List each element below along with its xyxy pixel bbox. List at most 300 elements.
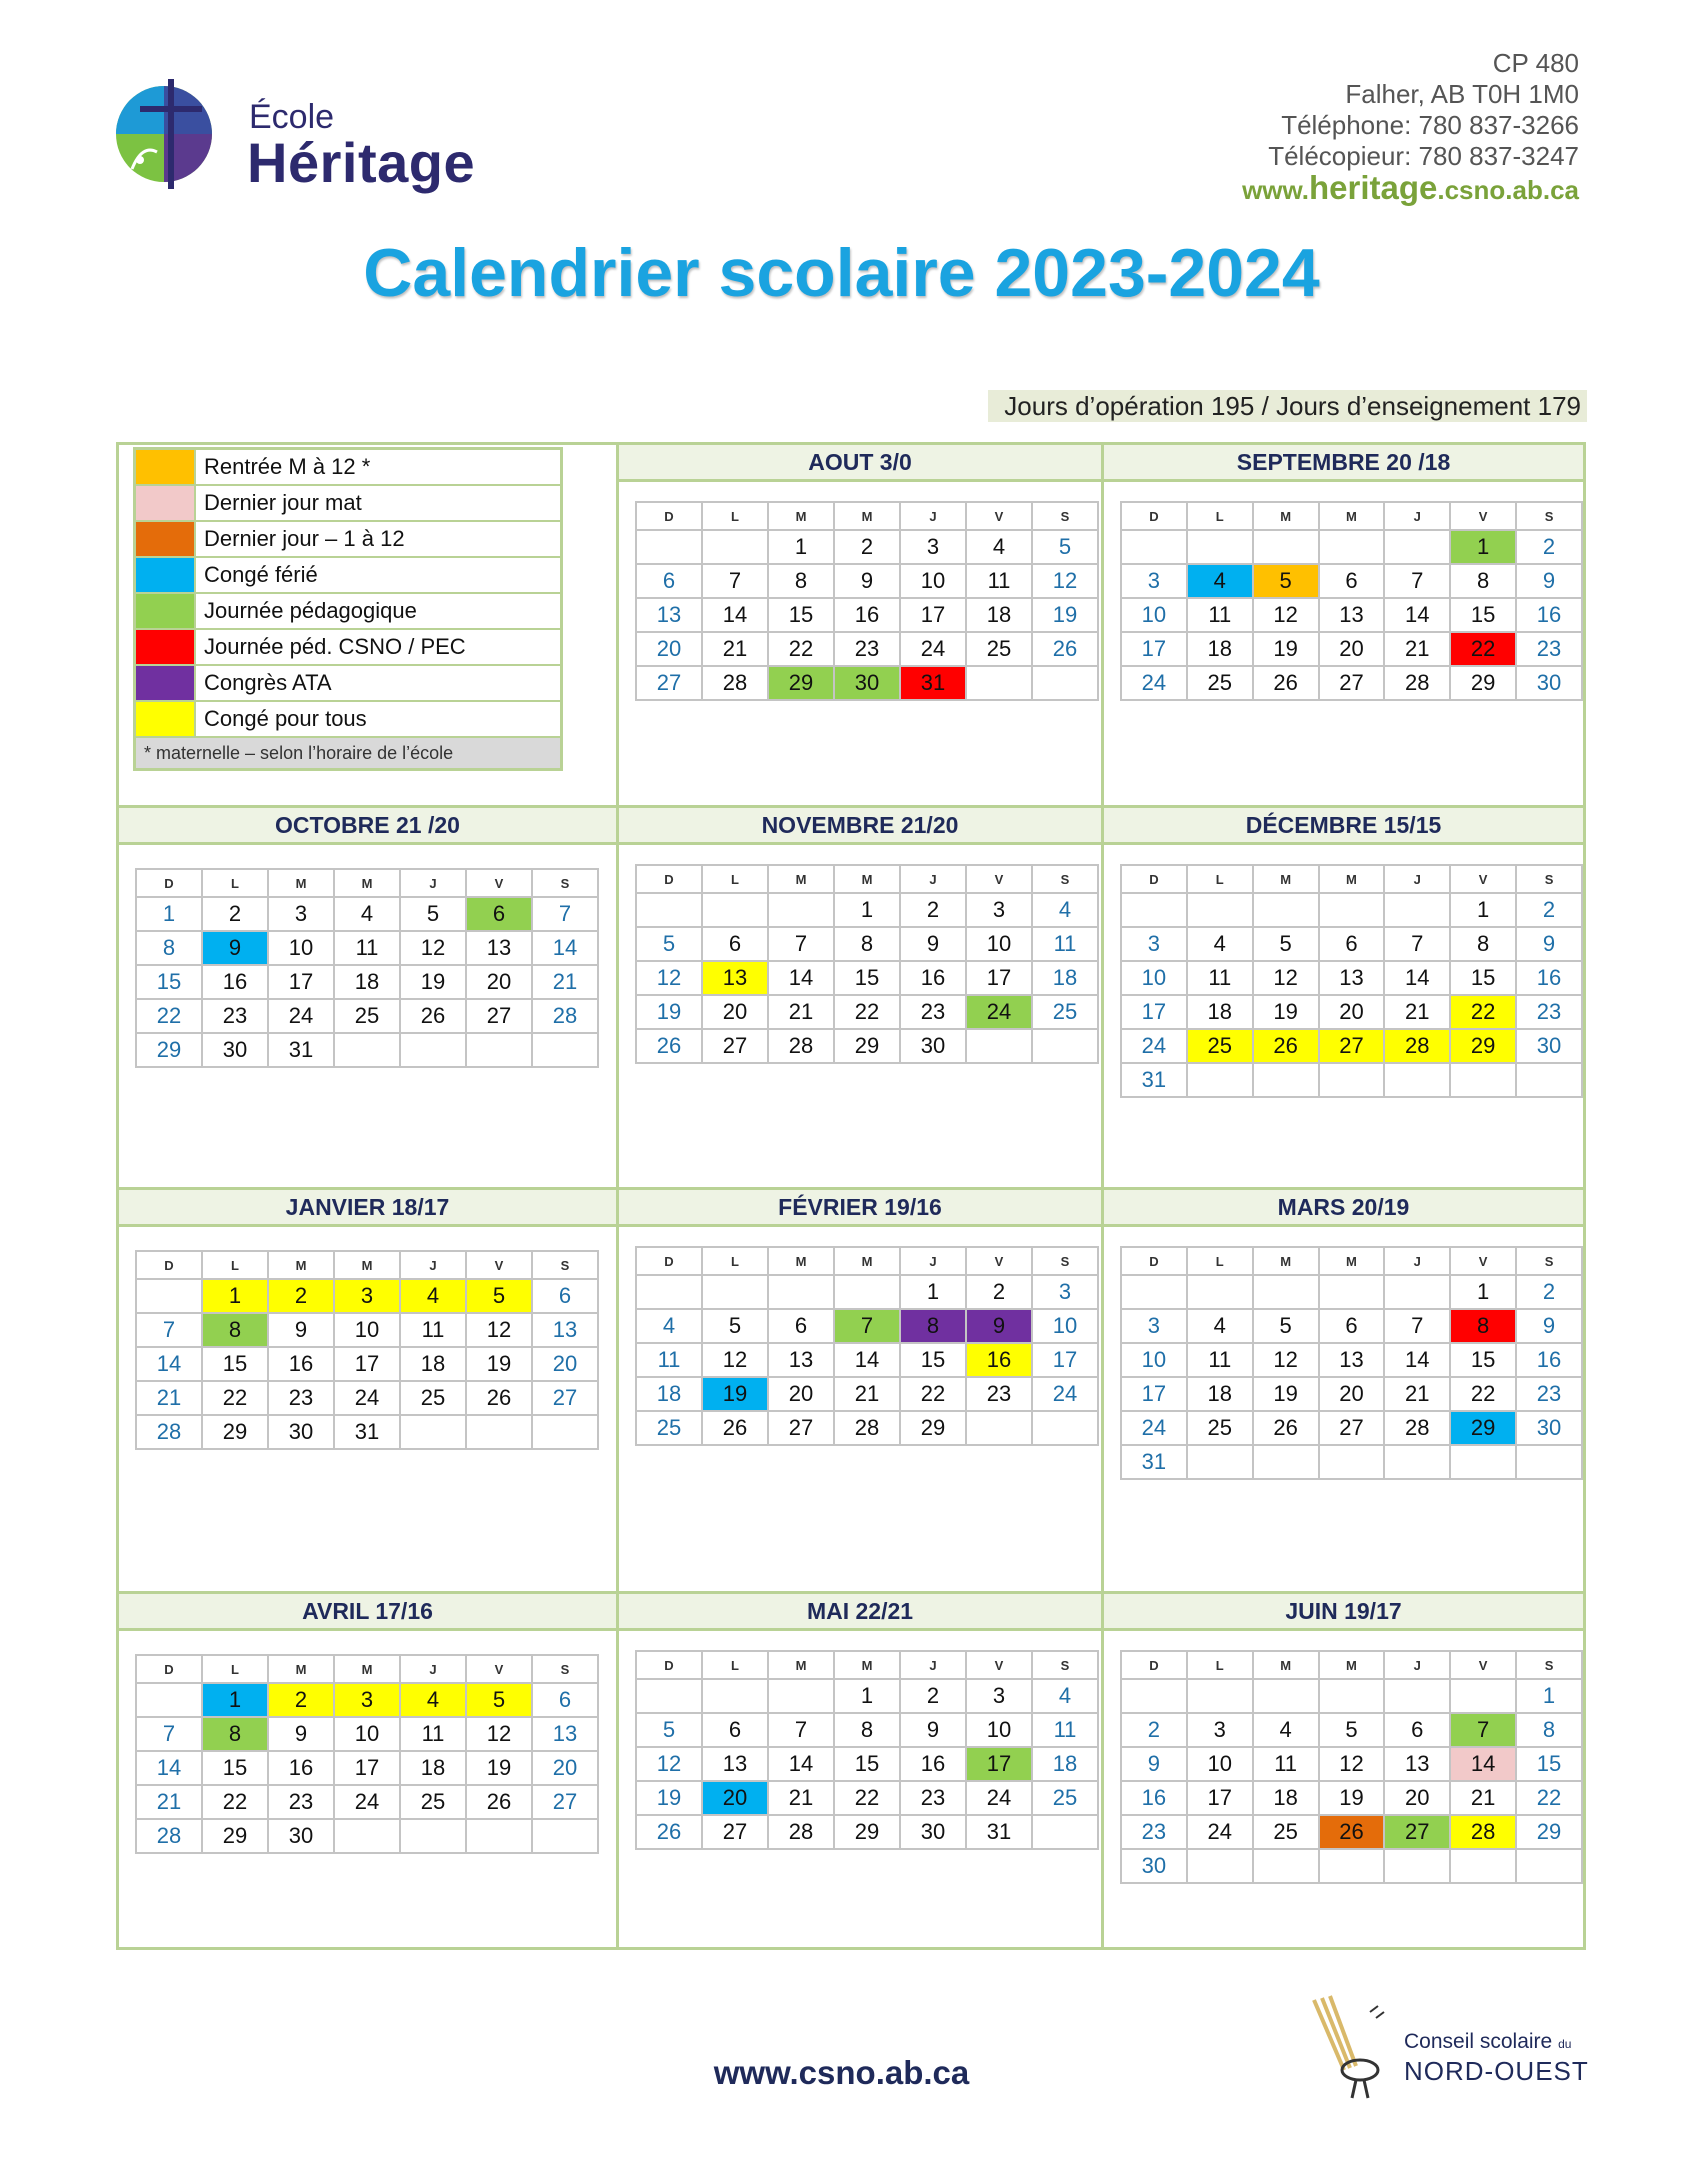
day-cell: 24 xyxy=(1032,1377,1098,1411)
empty-day-cell xyxy=(636,530,702,564)
day-cell: 23 xyxy=(834,632,900,666)
week-row xyxy=(136,1683,598,1717)
day-cell: 1 xyxy=(202,1279,268,1313)
legend-swatch xyxy=(135,521,196,557)
day-cell: 5 xyxy=(702,1309,768,1343)
day-cell: 31 xyxy=(1121,1063,1187,1097)
day-cell: 7 xyxy=(1384,564,1450,598)
week-row xyxy=(136,965,598,999)
empty-day-cell xyxy=(400,1033,466,1067)
week-row xyxy=(636,530,1098,564)
day-cell: 14 xyxy=(834,1343,900,1377)
day-cell: 12 xyxy=(1032,564,1098,598)
day-cell: 13 xyxy=(636,598,702,632)
day-cell: 15 xyxy=(1450,1343,1516,1377)
month-title: SEPTEMBRE 20 /18 xyxy=(1104,445,1583,482)
day-cell: 30 xyxy=(1516,666,1582,700)
day-cell: 19 xyxy=(1253,995,1319,1029)
day-cell: 10 xyxy=(268,931,334,965)
day-cell: 6 xyxy=(1384,1713,1450,1747)
day-cell: 17 xyxy=(334,1347,400,1381)
day-cell: 24 xyxy=(966,995,1032,1029)
board-name-line1: Conseil scolaire du xyxy=(1404,2030,1572,2053)
day-cell: 29 xyxy=(136,1033,202,1067)
address-line: Falher, AB T0H 1M0 xyxy=(1345,79,1579,109)
day-cell: 25 xyxy=(1187,1029,1253,1063)
day-cell: 7 xyxy=(768,1713,834,1747)
day-cell: 17 xyxy=(966,961,1032,995)
day-cell: 2 xyxy=(900,893,966,927)
weekday-header: J xyxy=(1384,1651,1450,1679)
day-cell: 17 xyxy=(1121,1377,1187,1411)
legend-row xyxy=(135,485,562,521)
day-cell: 6 xyxy=(1319,1309,1385,1343)
day-cell: 1 xyxy=(1450,893,1516,927)
day-cell: 22 xyxy=(1450,632,1516,666)
day-cell: 23 xyxy=(1516,632,1582,666)
day-cell: 5 xyxy=(636,1713,702,1747)
day-cell: 24 xyxy=(1121,1029,1187,1063)
day-cell: 13 xyxy=(702,1747,768,1781)
legend-row xyxy=(135,521,562,557)
weekday-header: L xyxy=(202,1655,268,1683)
week-row xyxy=(1121,1309,1582,1343)
day-cell: 1 xyxy=(834,893,900,927)
weekday-header: S xyxy=(1032,1247,1098,1275)
empty-day-cell xyxy=(1319,1679,1385,1713)
day-cell: 24 xyxy=(334,1381,400,1415)
day-cell: 8 xyxy=(768,564,834,598)
week-row xyxy=(636,1343,1098,1377)
day-cell: 7 xyxy=(768,927,834,961)
legend-label: Journée péd. CSNO / PEC xyxy=(195,629,562,665)
weekday-header: D xyxy=(1121,502,1187,530)
day-cell: 25 xyxy=(636,1411,702,1445)
weekday-header: M xyxy=(1253,1247,1319,1275)
weekday-header: M xyxy=(768,1651,834,1679)
empty-day-cell xyxy=(1121,1275,1187,1309)
day-cell: 26 xyxy=(1253,1411,1319,1445)
empty-day-cell xyxy=(1187,1445,1253,1479)
day-cell: 16 xyxy=(1121,1781,1187,1815)
weekday-header: L xyxy=(702,865,768,893)
week-row xyxy=(636,1679,1098,1713)
day-cell: 18 xyxy=(1187,1377,1253,1411)
day-cell: 20 xyxy=(1319,632,1385,666)
weekday-header: D xyxy=(136,1655,202,1683)
day-cell: 26 xyxy=(466,1785,532,1819)
empty-day-cell xyxy=(702,1679,768,1713)
legend-table xyxy=(133,447,563,771)
weekday-header: S xyxy=(1516,865,1582,893)
day-cell: 16 xyxy=(268,1751,334,1785)
day-cell: 9 xyxy=(268,1717,334,1751)
week-row xyxy=(1121,1781,1582,1815)
legend-swatch xyxy=(135,449,196,486)
day-cell: 4 xyxy=(400,1279,466,1313)
weekday-header: M xyxy=(834,1651,900,1679)
day-cell: 6 xyxy=(532,1279,598,1313)
week-row xyxy=(1121,1411,1582,1445)
week-row xyxy=(636,1411,1098,1445)
empty-day-cell xyxy=(1384,1679,1450,1713)
day-cell: 24 xyxy=(334,1785,400,1819)
week-row xyxy=(1121,1063,1582,1097)
day-cell: 12 xyxy=(636,961,702,995)
day-cell: 21 xyxy=(1384,995,1450,1029)
day-cell: 6 xyxy=(466,897,532,931)
day-cell: 20 xyxy=(1384,1781,1450,1815)
day-cell: 18 xyxy=(1253,1781,1319,1815)
empty-day-cell xyxy=(636,893,702,927)
empty-day-cell xyxy=(1032,666,1098,700)
day-cell: 27 xyxy=(702,1815,768,1849)
weekday-header: S xyxy=(532,1251,598,1279)
weekday-header: M xyxy=(1319,1651,1385,1679)
day-cell: 13 xyxy=(1384,1747,1450,1781)
day-cell: 16 xyxy=(966,1343,1032,1377)
day-cell: 21 xyxy=(834,1377,900,1411)
week-row xyxy=(136,1381,598,1415)
day-cell: 9 xyxy=(966,1309,1032,1343)
day-cell: 6 xyxy=(1319,927,1385,961)
day-cell: 22 xyxy=(834,1781,900,1815)
day-cell: 27 xyxy=(636,666,702,700)
day-cell: 22 xyxy=(1450,1377,1516,1411)
day-cell: 10 xyxy=(1121,598,1187,632)
week-row xyxy=(1121,1275,1582,1309)
day-cell: 5 xyxy=(1253,1309,1319,1343)
day-cell: 21 xyxy=(136,1381,202,1415)
day-cell: 21 xyxy=(1384,1377,1450,1411)
day-cell: 20 xyxy=(466,965,532,999)
day-cell: 19 xyxy=(1253,632,1319,666)
weekday-header: V xyxy=(466,1655,532,1683)
empty-day-cell xyxy=(1384,530,1450,564)
day-cell: 3 xyxy=(1187,1713,1253,1747)
day-cell: 26 xyxy=(400,999,466,1033)
day-cell: 25 xyxy=(1253,1815,1319,1849)
day-cell: 1 xyxy=(1450,530,1516,564)
day-cell: 15 xyxy=(1516,1747,1582,1781)
month-calendar-table xyxy=(135,868,599,1068)
day-cell: 5 xyxy=(1032,530,1098,564)
weekday-header: S xyxy=(1032,1651,1098,1679)
weekday-header: V xyxy=(966,502,1032,530)
day-cell: 5 xyxy=(400,897,466,931)
empty-day-cell xyxy=(532,1415,598,1449)
day-cell: 19 xyxy=(400,965,466,999)
weekday-header: L xyxy=(1187,1651,1253,1679)
weekday-header: L xyxy=(702,1247,768,1275)
day-cell: 9 xyxy=(1516,564,1582,598)
day-cell: 8 xyxy=(1450,1309,1516,1343)
day-cell: 16 xyxy=(900,1747,966,1781)
weekday-header: D xyxy=(1121,865,1187,893)
day-cell: 25 xyxy=(400,1785,466,1819)
school-logo-icon xyxy=(112,74,222,194)
day-cell: 14 xyxy=(768,961,834,995)
day-cell: 2 xyxy=(1516,530,1582,564)
week-row xyxy=(636,927,1098,961)
week-row xyxy=(136,1033,598,1067)
empty-day-cell xyxy=(768,1275,834,1309)
day-cell: 7 xyxy=(1384,1309,1450,1343)
day-cell: 4 xyxy=(1187,564,1253,598)
day-cell: 3 xyxy=(1121,927,1187,961)
day-cell: 6 xyxy=(768,1309,834,1343)
school-name-line2: Héritage xyxy=(247,131,476,194)
week-row xyxy=(136,931,598,965)
empty-day-cell xyxy=(400,1415,466,1449)
day-cell: 22 xyxy=(900,1377,966,1411)
day-cell: 31 xyxy=(966,1815,1032,1849)
weekday-header: L xyxy=(702,1651,768,1679)
week-row xyxy=(136,1785,598,1819)
day-cell: 19 xyxy=(1253,1377,1319,1411)
day-cell: 6 xyxy=(702,1713,768,1747)
day-cell: 3 xyxy=(900,530,966,564)
phone-line: Téléphone: 780 837-3266 xyxy=(1281,110,1579,140)
month-title: AVRIL 17/16 xyxy=(119,1594,616,1631)
weekday-header: L xyxy=(1187,865,1253,893)
empty-day-cell xyxy=(1187,1679,1253,1713)
address-line: CP 480 xyxy=(1492,48,1579,78)
weekday-header: V xyxy=(966,1651,1032,1679)
month-calendar-table xyxy=(635,501,1099,701)
day-cell: 16 xyxy=(1516,961,1582,995)
day-cell: 31 xyxy=(268,1033,334,1067)
legend-label: Dernier jour mat xyxy=(195,485,562,521)
day-cell: 3 xyxy=(966,893,1032,927)
day-cell: 30 xyxy=(900,1815,966,1849)
day-cell: 1 xyxy=(136,897,202,931)
empty-day-cell xyxy=(636,1679,702,1713)
day-cell: 25 xyxy=(1032,1781,1098,1815)
empty-day-cell xyxy=(1319,530,1385,564)
empty-day-cell xyxy=(1253,1275,1319,1309)
week-row xyxy=(636,598,1098,632)
week-row xyxy=(136,897,598,931)
day-cell: 4 xyxy=(1187,1309,1253,1343)
week-row xyxy=(136,1819,598,1853)
legend-label: Journée pédagogique xyxy=(195,593,562,629)
day-cell: 2 xyxy=(834,530,900,564)
week-row xyxy=(136,1415,598,1449)
day-cell: 24 xyxy=(1121,1411,1187,1445)
day-cell: 28 xyxy=(1384,666,1450,700)
weekday-header: M xyxy=(268,1655,334,1683)
weekday-header: L xyxy=(702,502,768,530)
day-cell: 29 xyxy=(202,1415,268,1449)
day-cell: 2 xyxy=(1516,1275,1582,1309)
day-cell: 29 xyxy=(1516,1815,1582,1849)
day-cell: 30 xyxy=(1516,1029,1582,1063)
weekday-header: L xyxy=(202,869,268,897)
day-cell: 20 xyxy=(636,632,702,666)
day-cell: 19 xyxy=(1319,1781,1385,1815)
footer-website-link[interactable]: www.csno.ab.ca xyxy=(713,2054,970,2091)
day-cell: 24 xyxy=(900,632,966,666)
empty-day-cell xyxy=(1253,1063,1319,1097)
day-cell: 15 xyxy=(834,1747,900,1781)
day-cell: 19 xyxy=(1032,598,1098,632)
empty-day-cell xyxy=(1384,1063,1450,1097)
day-cell: 18 xyxy=(636,1377,702,1411)
day-cell: 14 xyxy=(1450,1747,1516,1781)
day-cell: 10 xyxy=(1121,961,1187,995)
day-cell: 22 xyxy=(202,1785,268,1819)
empty-day-cell xyxy=(1319,893,1385,927)
day-cell: 23 xyxy=(1516,995,1582,1029)
day-cell: 28 xyxy=(1450,1815,1516,1849)
day-cell: 3 xyxy=(334,1279,400,1313)
day-cell: 24 xyxy=(966,1781,1032,1815)
day-cell: 28 xyxy=(768,1029,834,1063)
legend-cell xyxy=(119,445,616,805)
day-cell: 12 xyxy=(702,1343,768,1377)
empty-day-cell xyxy=(1253,1849,1319,1883)
day-cell: 25 xyxy=(1032,995,1098,1029)
day-cell: 15 xyxy=(834,961,900,995)
day-cell: 30 xyxy=(1121,1849,1187,1883)
empty-day-cell xyxy=(400,1819,466,1853)
weekday-header: M xyxy=(768,865,834,893)
empty-day-cell xyxy=(1253,1445,1319,1479)
day-cell: 4 xyxy=(1032,893,1098,927)
day-cell: 8 xyxy=(834,1713,900,1747)
day-cell: 13 xyxy=(1319,598,1385,632)
day-cell: 1 xyxy=(202,1683,268,1717)
week-row xyxy=(136,1279,598,1313)
week-row xyxy=(636,1275,1098,1309)
day-cell: 28 xyxy=(1384,1411,1450,1445)
day-cell: 20 xyxy=(532,1347,598,1381)
day-cell: 28 xyxy=(136,1415,202,1449)
day-cell: 8 xyxy=(834,927,900,961)
day-cell: 22 xyxy=(834,995,900,1029)
day-cell: 8 xyxy=(900,1309,966,1343)
day-cell: 11 xyxy=(1032,1713,1098,1747)
week-row xyxy=(1121,1747,1582,1781)
day-cell: 14 xyxy=(136,1347,202,1381)
month-cell xyxy=(619,445,1101,805)
week-row xyxy=(636,1309,1098,1343)
day-cell: 8 xyxy=(1450,927,1516,961)
day-cell: 14 xyxy=(702,598,768,632)
day-cell: 27 xyxy=(532,1785,598,1819)
day-cell: 26 xyxy=(636,1815,702,1849)
page-title: Calendrier scolaire 2023-2024 xyxy=(363,235,1320,311)
week-row xyxy=(636,632,1098,666)
weekday-header: S xyxy=(532,869,598,897)
week-row xyxy=(136,1751,598,1785)
empty-day-cell xyxy=(136,1279,202,1313)
day-cell: 21 xyxy=(702,632,768,666)
day-cell: 2 xyxy=(966,1275,1032,1309)
board-logo-icon xyxy=(1304,1990,1394,2100)
day-cell: 19 xyxy=(466,1751,532,1785)
day-cell: 18 xyxy=(1032,961,1098,995)
day-cell: 16 xyxy=(1516,598,1582,632)
week-row xyxy=(636,1781,1098,1815)
day-cell: 12 xyxy=(1253,961,1319,995)
month-calendar-table xyxy=(1120,1246,1583,1480)
day-cell: 27 xyxy=(768,1411,834,1445)
day-cell: 1 xyxy=(768,530,834,564)
week-row xyxy=(1121,632,1582,666)
day-cell: 15 xyxy=(202,1751,268,1785)
legend-swatch xyxy=(135,629,196,665)
weekday-header: L xyxy=(1187,1247,1253,1275)
day-cell: 17 xyxy=(268,965,334,999)
empty-day-cell xyxy=(1450,1063,1516,1097)
week-row xyxy=(1121,893,1582,927)
empty-day-cell xyxy=(1384,1849,1450,1883)
day-cell: 21 xyxy=(1384,632,1450,666)
day-cell: 27 xyxy=(702,1029,768,1063)
day-cell: 29 xyxy=(1450,1411,1516,1445)
day-cell: 3 xyxy=(334,1683,400,1717)
day-cell: 13 xyxy=(768,1343,834,1377)
legend-swatch xyxy=(135,485,196,521)
week-row xyxy=(1121,1343,1582,1377)
day-cell: 29 xyxy=(1450,666,1516,700)
weekday-header: D xyxy=(636,1247,702,1275)
day-cell: 7 xyxy=(1450,1713,1516,1747)
day-cell: 30 xyxy=(834,666,900,700)
day-cell: 11 xyxy=(636,1343,702,1377)
empty-day-cell xyxy=(1450,1679,1516,1713)
weekday-header: V xyxy=(466,869,532,897)
day-cell: 18 xyxy=(334,965,400,999)
day-cell: 1 xyxy=(1516,1679,1582,1713)
weekday-header: V xyxy=(966,865,1032,893)
week-row xyxy=(636,1029,1098,1063)
day-cell: 26 xyxy=(1319,1815,1385,1849)
week-row xyxy=(1121,961,1582,995)
day-cell: 31 xyxy=(1121,1445,1187,1479)
day-cell: 4 xyxy=(400,1683,466,1717)
weekday-header: S xyxy=(1516,502,1582,530)
weekday-header: D xyxy=(1121,1247,1187,1275)
empty-day-cell xyxy=(1516,1445,1582,1479)
day-cell: 23 xyxy=(202,999,268,1033)
legend-row xyxy=(135,629,562,665)
day-cell: 4 xyxy=(334,897,400,931)
day-cell: 30 xyxy=(268,1819,334,1853)
day-cell: 9 xyxy=(834,564,900,598)
day-cell: 13 xyxy=(532,1313,598,1347)
empty-day-cell xyxy=(334,1819,400,1853)
weekday-header: M xyxy=(768,1247,834,1275)
day-cell: 8 xyxy=(202,1717,268,1751)
day-cell: 4 xyxy=(966,530,1032,564)
day-cell: 9 xyxy=(1516,1309,1582,1343)
empty-day-cell xyxy=(1187,530,1253,564)
weekday-header: M xyxy=(834,1247,900,1275)
day-cell: 11 xyxy=(966,564,1032,598)
empty-day-cell xyxy=(1384,893,1450,927)
empty-day-cell xyxy=(1187,1849,1253,1883)
empty-day-cell xyxy=(532,1033,598,1067)
day-cell: 10 xyxy=(334,1717,400,1751)
weekday-header: V xyxy=(966,1247,1032,1275)
day-cell: 12 xyxy=(1253,598,1319,632)
school-website-link[interactable]: www.heritage.csno.ab.ca xyxy=(1242,169,1579,206)
weekday-header: J xyxy=(900,502,966,530)
week-row xyxy=(136,1717,598,1751)
